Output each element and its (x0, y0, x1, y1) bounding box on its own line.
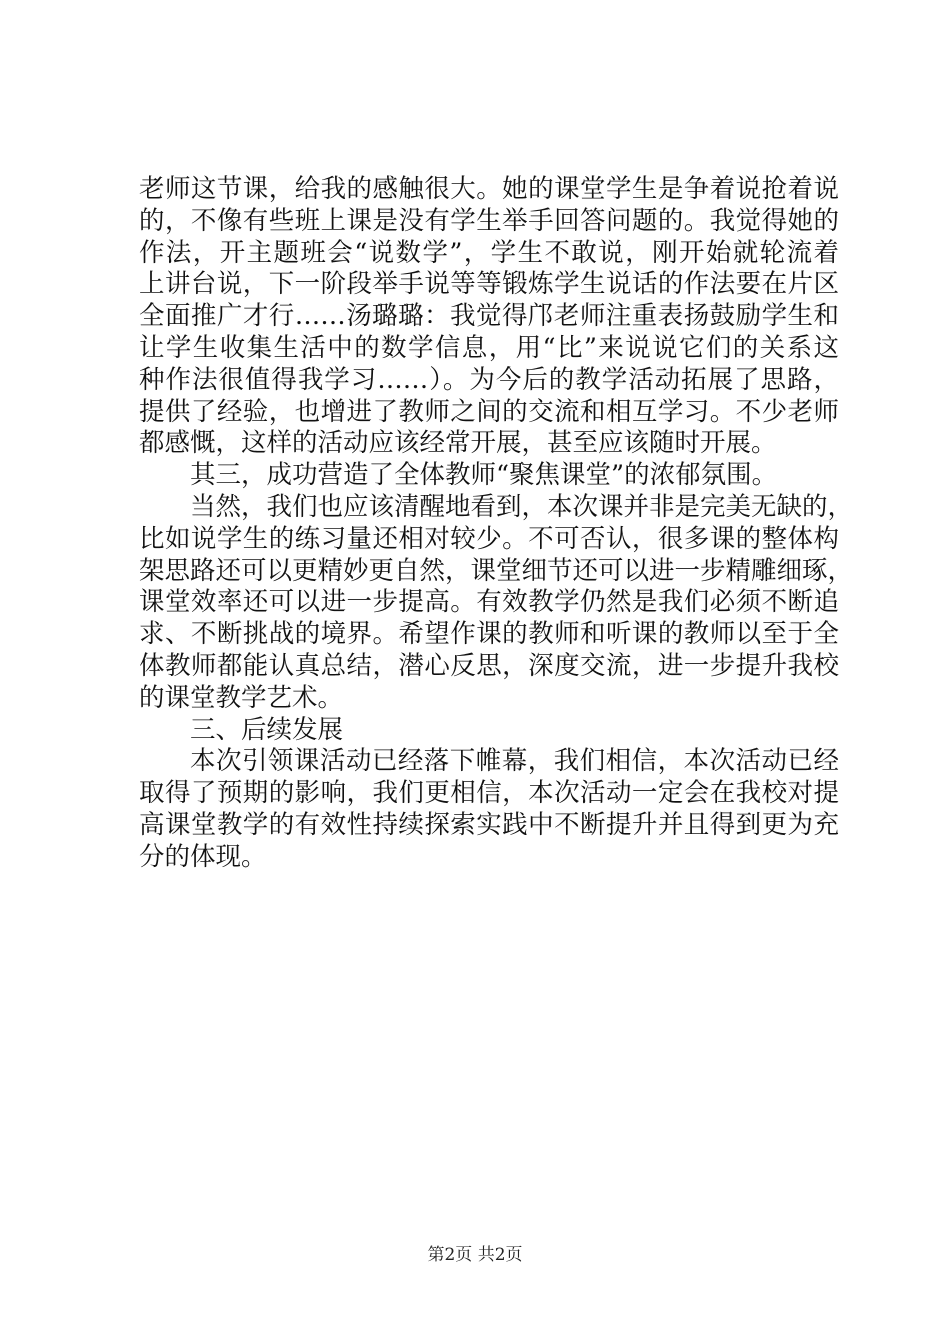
paragraph-1 (139, 174, 839, 460)
text-line: 体教师都能认真总结，潜心反思，深度交流，进一步提升我校 (139, 650, 839, 681)
text-line: 当然，我们也应该清醒地看到，本次课并非是完美无缺的， (190, 491, 854, 522)
document-body (139, 174, 854, 874)
text-line: 比如说学生的练习量还相对较少。不可否认，很多课的整体构 (139, 523, 839, 554)
text-line: 本次引领课活动已经落下帷幕，我们相信，本次活动已经 (190, 746, 839, 777)
text-line: 都感慨，这样的活动应该经常开展，甚至应该随时开展。 (139, 428, 777, 459)
text-line: 其三，成功营造了全体教师“聚焦课堂”的浓郁氛围。 (190, 460, 778, 491)
text-line: 的，不像有些班上课是没有学生举手回答问题的。我觉得她的 (139, 205, 839, 236)
page-footer (0, 1244, 950, 1266)
text-line: 作法，开主题班会“说数学”，学生不敢说，刚开始就轮流着 (139, 237, 839, 268)
text-line: 求、不断挑战的境界。希望作课的教师和听课的教师以至于全 (139, 619, 839, 650)
section-heading-text: 三、后续发展 (190, 714, 344, 745)
paragraph-2 (139, 460, 839, 492)
text-line: 课堂效率还可以进一步提高。有效教学仍然是我们必须不断追 (139, 587, 839, 618)
text-line: 分的体现。 (139, 841, 267, 872)
text-line: 高课堂教学的有效性持续探索实践中不断提升并且得到更为充 (139, 809, 839, 840)
text-line: 老师这节课，给我的感触很大。她的课堂学生是争着说抢着说 (139, 174, 839, 204)
text-line: 的课堂教学艺术。 (139, 682, 344, 713)
paragraph-5 (139, 746, 839, 873)
text-line: 取得了预期的影响，我们更相信，本次活动一定会在我校对提 (139, 778, 839, 809)
paragraph-3 (139, 491, 854, 715)
text-line: 提供了经验，也增进了教师之间的交流和相互学习。不少老师 (139, 396, 839, 427)
text-line: 让学生收集生活中的数学信息，用“比”来说说它们的关系这 (139, 332, 839, 363)
section-heading (139, 715, 839, 747)
text-line: 上讲台说，下一阶段举手说等等锻炼学生说话的作法要在片区 (139, 269, 839, 300)
text-line: 种作法很值得我学习……）。为今后的教学活动拓展了思路， (139, 364, 839, 395)
text-line: 全面推广才行……汤璐璐：我觉得邝老师注重表扬鼓励学生和 (139, 301, 839, 332)
text-line: 架思路还可以更精妙更自然，课堂细节还可以进一步精雕细琢， (139, 555, 854, 586)
page-number-label: 第2页 共2页 (427, 1245, 523, 1265)
